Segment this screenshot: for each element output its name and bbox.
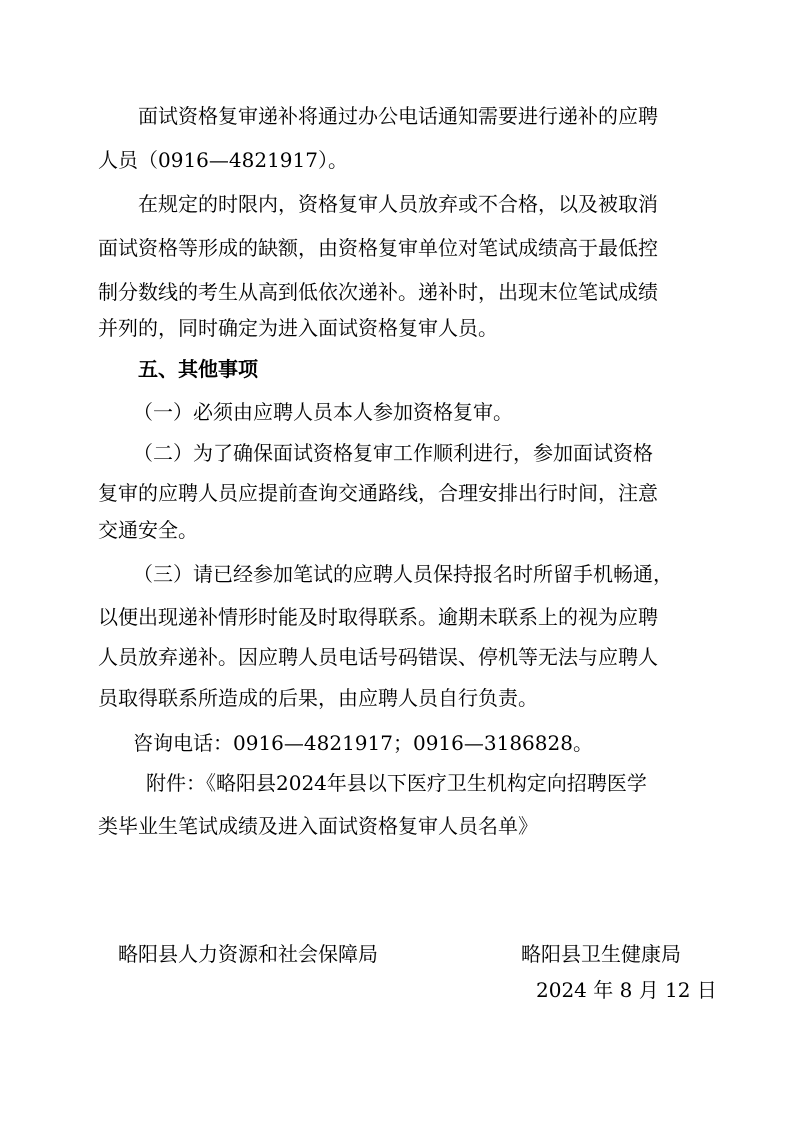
signature-date: 2024 年 8 月 12 日 [536,978,717,1002]
section-heading: 五、其他事项 [138,357,258,381]
signature-org-health: 略阳县卫生健康局 [521,942,681,966]
signature-org-hr: 略阳县人力资源和社会保障局 [118,942,378,966]
paragraph-2-line-1: 在规定的时限内，资格复审人员放弃或不合格，以及被取消 [138,192,658,216]
item-3-line-1: （三）请已经参加笔试的应聘人员保持报名时所留手机畅通， [133,562,673,586]
paragraph-1-line-2: 人员（0916—4821917）。 [98,148,348,172]
item-3-line-3: 人员放弃递补。因应聘人员电话号码错误、停机等无法与应聘人 [98,645,658,669]
item-3-line-4: 员取得联系所造成的后果，由应聘人员自行负责。 [98,686,538,710]
paragraph-2-line-4: 并列的，同时确定为进入面试资格复审人员。 [98,316,498,340]
contact-phone: 咨询电话：0916—4821917；0916—3186828。 [133,731,593,755]
item-2-line-2: 复审的应聘人员应提前查询交通路线，合理安排出行时间，注意 [98,481,658,505]
item-2-line-3: 交通安全。 [98,518,198,542]
item-1-line-1: （一）必须由应聘人员本人参加资格复审。 [133,400,513,424]
item-2-line-1: （二）为了确保面试资格复审工作顺利进行，参加面试资格 [133,441,653,465]
attachment-line-2: 类毕业生笔试成绩及进入面试资格复审人员名单》 [98,814,538,838]
attachment-line-1: 附件：《略阳县2024年县以下医疗卫生机构定向招聘医学 [146,771,647,795]
paragraph-1-line-1: 面试资格复审递补将通过办公电话通知需要进行递补的应聘 [138,104,658,128]
paragraph-2-line-3: 制分数线的考生从高到低依次递补。递补时，出现末位笔试成绩 [98,280,658,304]
item-3-line-2: 以便出现递补情形时能及时取得联系。逾期未联系上的视为应聘 [98,605,658,629]
paragraph-2-line-2: 面试资格等形成的缺额，由资格复审单位对笔试成绩高于最低控 [98,236,658,260]
